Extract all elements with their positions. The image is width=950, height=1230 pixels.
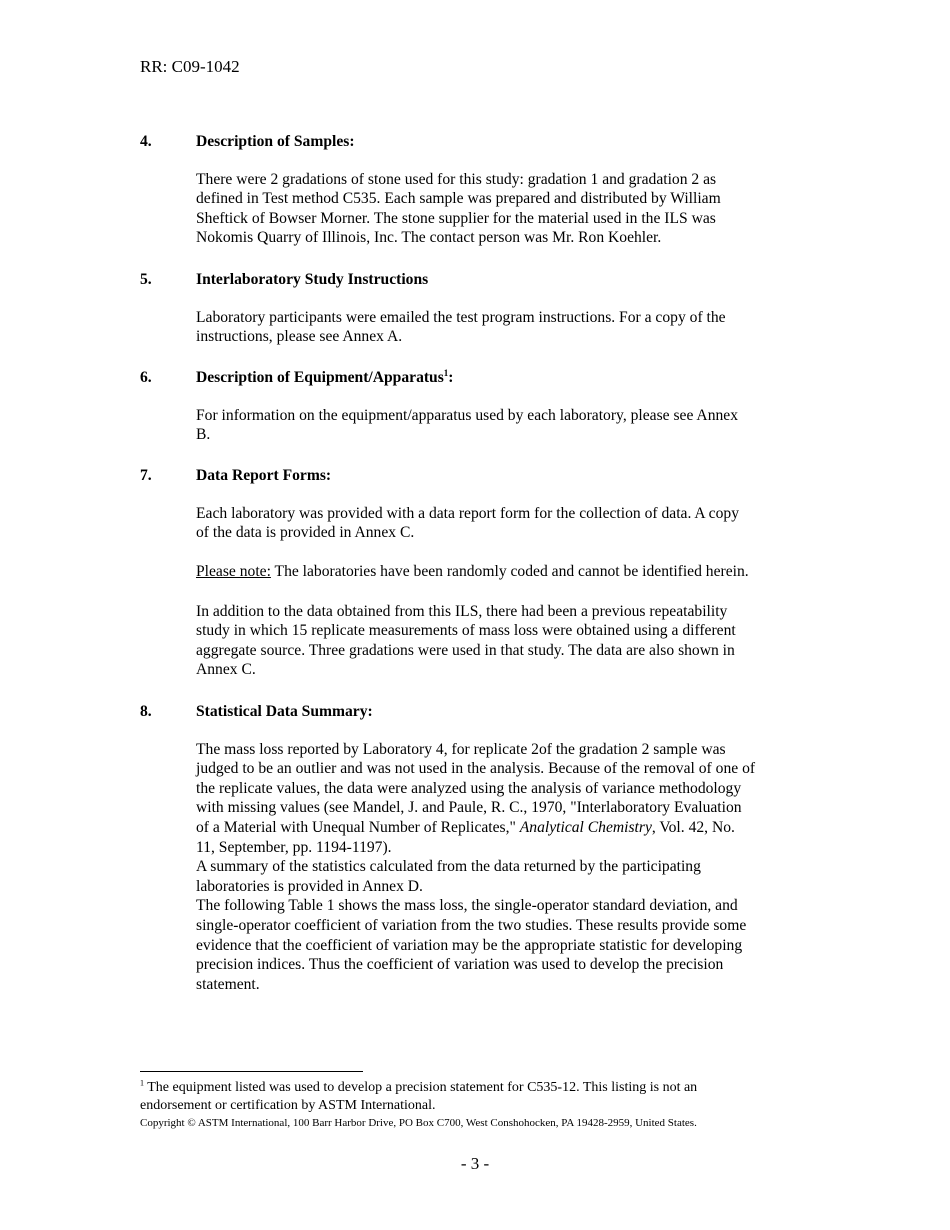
section-title: Interlaboratory Study Instructions [196,271,429,288]
text-line: of a Material with Unequal Number of Replicates," Analytical Chemistry, Vol. 42, No. [196,818,735,836]
text-line: Nokomis Quarry of Illinois, Inc. The contact person was Mr. Ron Koehler. [196,229,662,247]
footnote [140,1079,790,1115]
text-line: precision indices. Thus the coefficient of variation was used to develop the precision [196,956,724,974]
section-title: Description of Samples: [196,133,355,150]
text-line: The following Table 1 shows the mass loss, the single-operator standard deviation, and [196,897,738,915]
section-5 [140,270,820,347]
text-line: judged to be an outlier and was not used in the analysis. Because of the removal of one of [196,760,756,778]
section-number: 7. [140,467,152,484]
section-5-body [196,308,820,347]
footnote-line: endorsement or certification by ASTM International. [140,1098,436,1113]
copyright-notice: Copyright © ASTM International, 100 Barr Harbor Drive, PO Box C700, West Conshohocken, PA 19428-2959, United States. [140,1117,697,1129]
text-line: Annex C. [196,661,256,679]
text-line: study in which 15 replicate measurements of mass loss were obtained using a different [196,622,736,640]
page-number: - 3 - [460,1154,490,1173]
section-title: Statistical Data Summary: [196,703,373,720]
text-line: defined in Test method C535. Each sample was prepared and distributed by William [196,190,721,208]
section-8-heading [140,702,820,722]
text-line: statement. [196,975,260,993]
text-line: Each laboratory was provided with a data report form for the collection of data. A copy [196,504,739,522]
footnote-line: The equipment listed was used to develop a precision statement for C535-12. This listing is not an [144,1080,698,1095]
section-number: 8. [140,703,152,720]
section-6-body [196,406,820,445]
text-line: aggregate source. Three gradations were used in that study. The data are also shown in [196,641,735,659]
section-number: 5. [140,271,152,288]
section-4-heading [140,132,820,152]
please-note-text: The laboratories have been randomly coded and cannot be identified herein. [270,563,749,581]
text-line: In addition to the data obtained from this ILS, there had been a previous repeatability [196,602,728,620]
section-number: 4. [140,133,152,150]
section-7-heading [140,466,820,486]
text-line: The mass loss reported by Laboratory 4, for replicate 2of the gradation 2 sample was [196,740,726,758]
text-line: evidence that the coefficient of variation may be the appropriate statistic for developing [196,936,743,954]
text-line: of the data is provided in Annex C. [196,524,415,542]
section-8 [140,702,820,994]
footnote-divider [140,1071,363,1072]
text-line: the replicate values, the data were analyzed using the analysis of variance methodology [196,779,742,797]
please-note-label: Please note: [196,563,271,581]
section-8-body [196,740,820,995]
text-line: Sheftick of Bowser Morner. The stone supplier for the material used in the ILS was [196,209,716,227]
text-line: single-operator coefficient of variation from the two studies. These results provide some [196,916,747,934]
section-number: 6. [140,369,152,386]
footnote-ref: 1 [443,367,449,378]
text-line: There were 2 gradations of stone used for this study: gradation 1 and gradation 2 as [196,170,717,188]
section-6-heading [140,368,820,388]
section-title: Description of Equipment/Apparatus$^1$: [196,367,454,386]
text-line: Laboratory participants were emailed the test program instructions. For a copy of the [196,308,726,326]
journal-title: Analytical Chemistry [519,818,652,836]
section-7 [140,466,820,680]
text-line: B. [196,426,211,444]
footnote-marker: 1 [140,1078,144,1088]
report-id-header: RR: C09-1042 [140,57,240,76]
section-6 [140,368,820,445]
section-title: Data Report Forms: [196,467,332,484]
section-4 [140,132,820,248]
text-line: instructions, please see Annex A. [196,328,403,346]
text-line: For information on the equipment/apparatus used by each laboratory, please see Annex [196,406,739,424]
section-7-body [196,504,820,680]
section-5-heading [140,270,820,290]
please-note-paragraph [196,562,820,582]
text-line: A summary of the statistics calculated from the data returned by the participating [196,858,701,876]
text-line: with missing values (see Mandel, J. and Paule, R. C., 1970, "Interlaboratory Evaluation [196,799,742,817]
text-line: 11, September, pp. 1194-1197). [196,838,392,856]
section-4-body [196,170,820,248]
text-line: laboratories is provided in Annex D. [196,877,423,895]
